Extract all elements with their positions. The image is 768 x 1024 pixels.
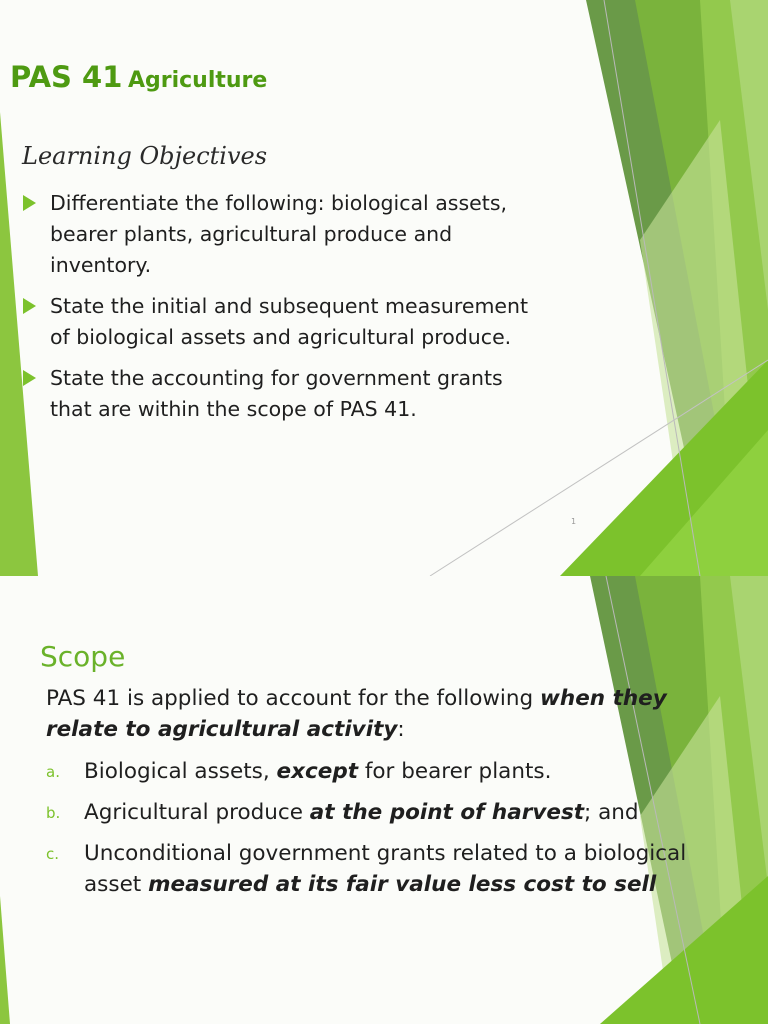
item-emphasis: at the point of harvest: [309, 800, 585, 825]
intro-text: :: [397, 717, 405, 742]
list-marker: b.: [46, 804, 61, 822]
list-marker: a.: [46, 763, 60, 781]
intro-text: PAS 41 is applied to account for the following: [46, 686, 541, 711]
objective-line: State the accounting for government grants: [50, 366, 503, 390]
scope-item: [46, 838, 726, 900]
item-text: Unconditional government grants related to a biological asset: [84, 841, 687, 897]
scope-item: [46, 756, 726, 787]
intro-emphasis: relate to agricultural activity: [46, 717, 398, 742]
title-sub: Agriculture: [127, 68, 268, 93]
objective-item: [20, 363, 590, 425]
scope-intro: [46, 683, 726, 745]
slide-2: [0, 576, 768, 1024]
item-emphasis: except: [276, 759, 358, 784]
item-text: for bearer plants.: [358, 759, 552, 784]
slide-title: Scope: [40, 640, 126, 673]
objective-line: of biological assets and agricultural produce.: [50, 325, 512, 349]
list-marker: c.: [46, 845, 60, 863]
item-text: ; and: [584, 800, 639, 825]
objective-item: [20, 291, 590, 353]
objective-line: that are within the scope of PAS 41.: [50, 397, 417, 421]
objective-item: [20, 188, 590, 281]
objective-line: inventory.: [50, 253, 152, 277]
scope-list: [46, 756, 726, 910]
scope-item: [46, 797, 726, 828]
objective-line: Differentiate the following: biological assets,: [50, 191, 508, 215]
title-main: PAS 41: [10, 60, 123, 94]
learning-objectives-heading: Learning Objectives: [22, 142, 268, 170]
objective-line: State the initial and subsequent measurement: [50, 294, 529, 318]
objective-line: bearer plants, agricultural produce and: [50, 222, 453, 246]
item-text: Agricultural produce: [84, 800, 310, 825]
bullet-arrow-icon: [23, 195, 36, 211]
bullet-arrow-icon: [23, 370, 36, 386]
item-text: Biological assets,: [84, 759, 277, 784]
objectives-list: [20, 188, 590, 435]
slide-title: [10, 60, 267, 94]
bullet-arrow-icon: [23, 298, 36, 314]
item-emphasis: measured at its fair value less cost to sell: [148, 872, 657, 897]
intro-emphasis: when they: [540, 686, 667, 711]
page-number: 1: [571, 517, 577, 526]
